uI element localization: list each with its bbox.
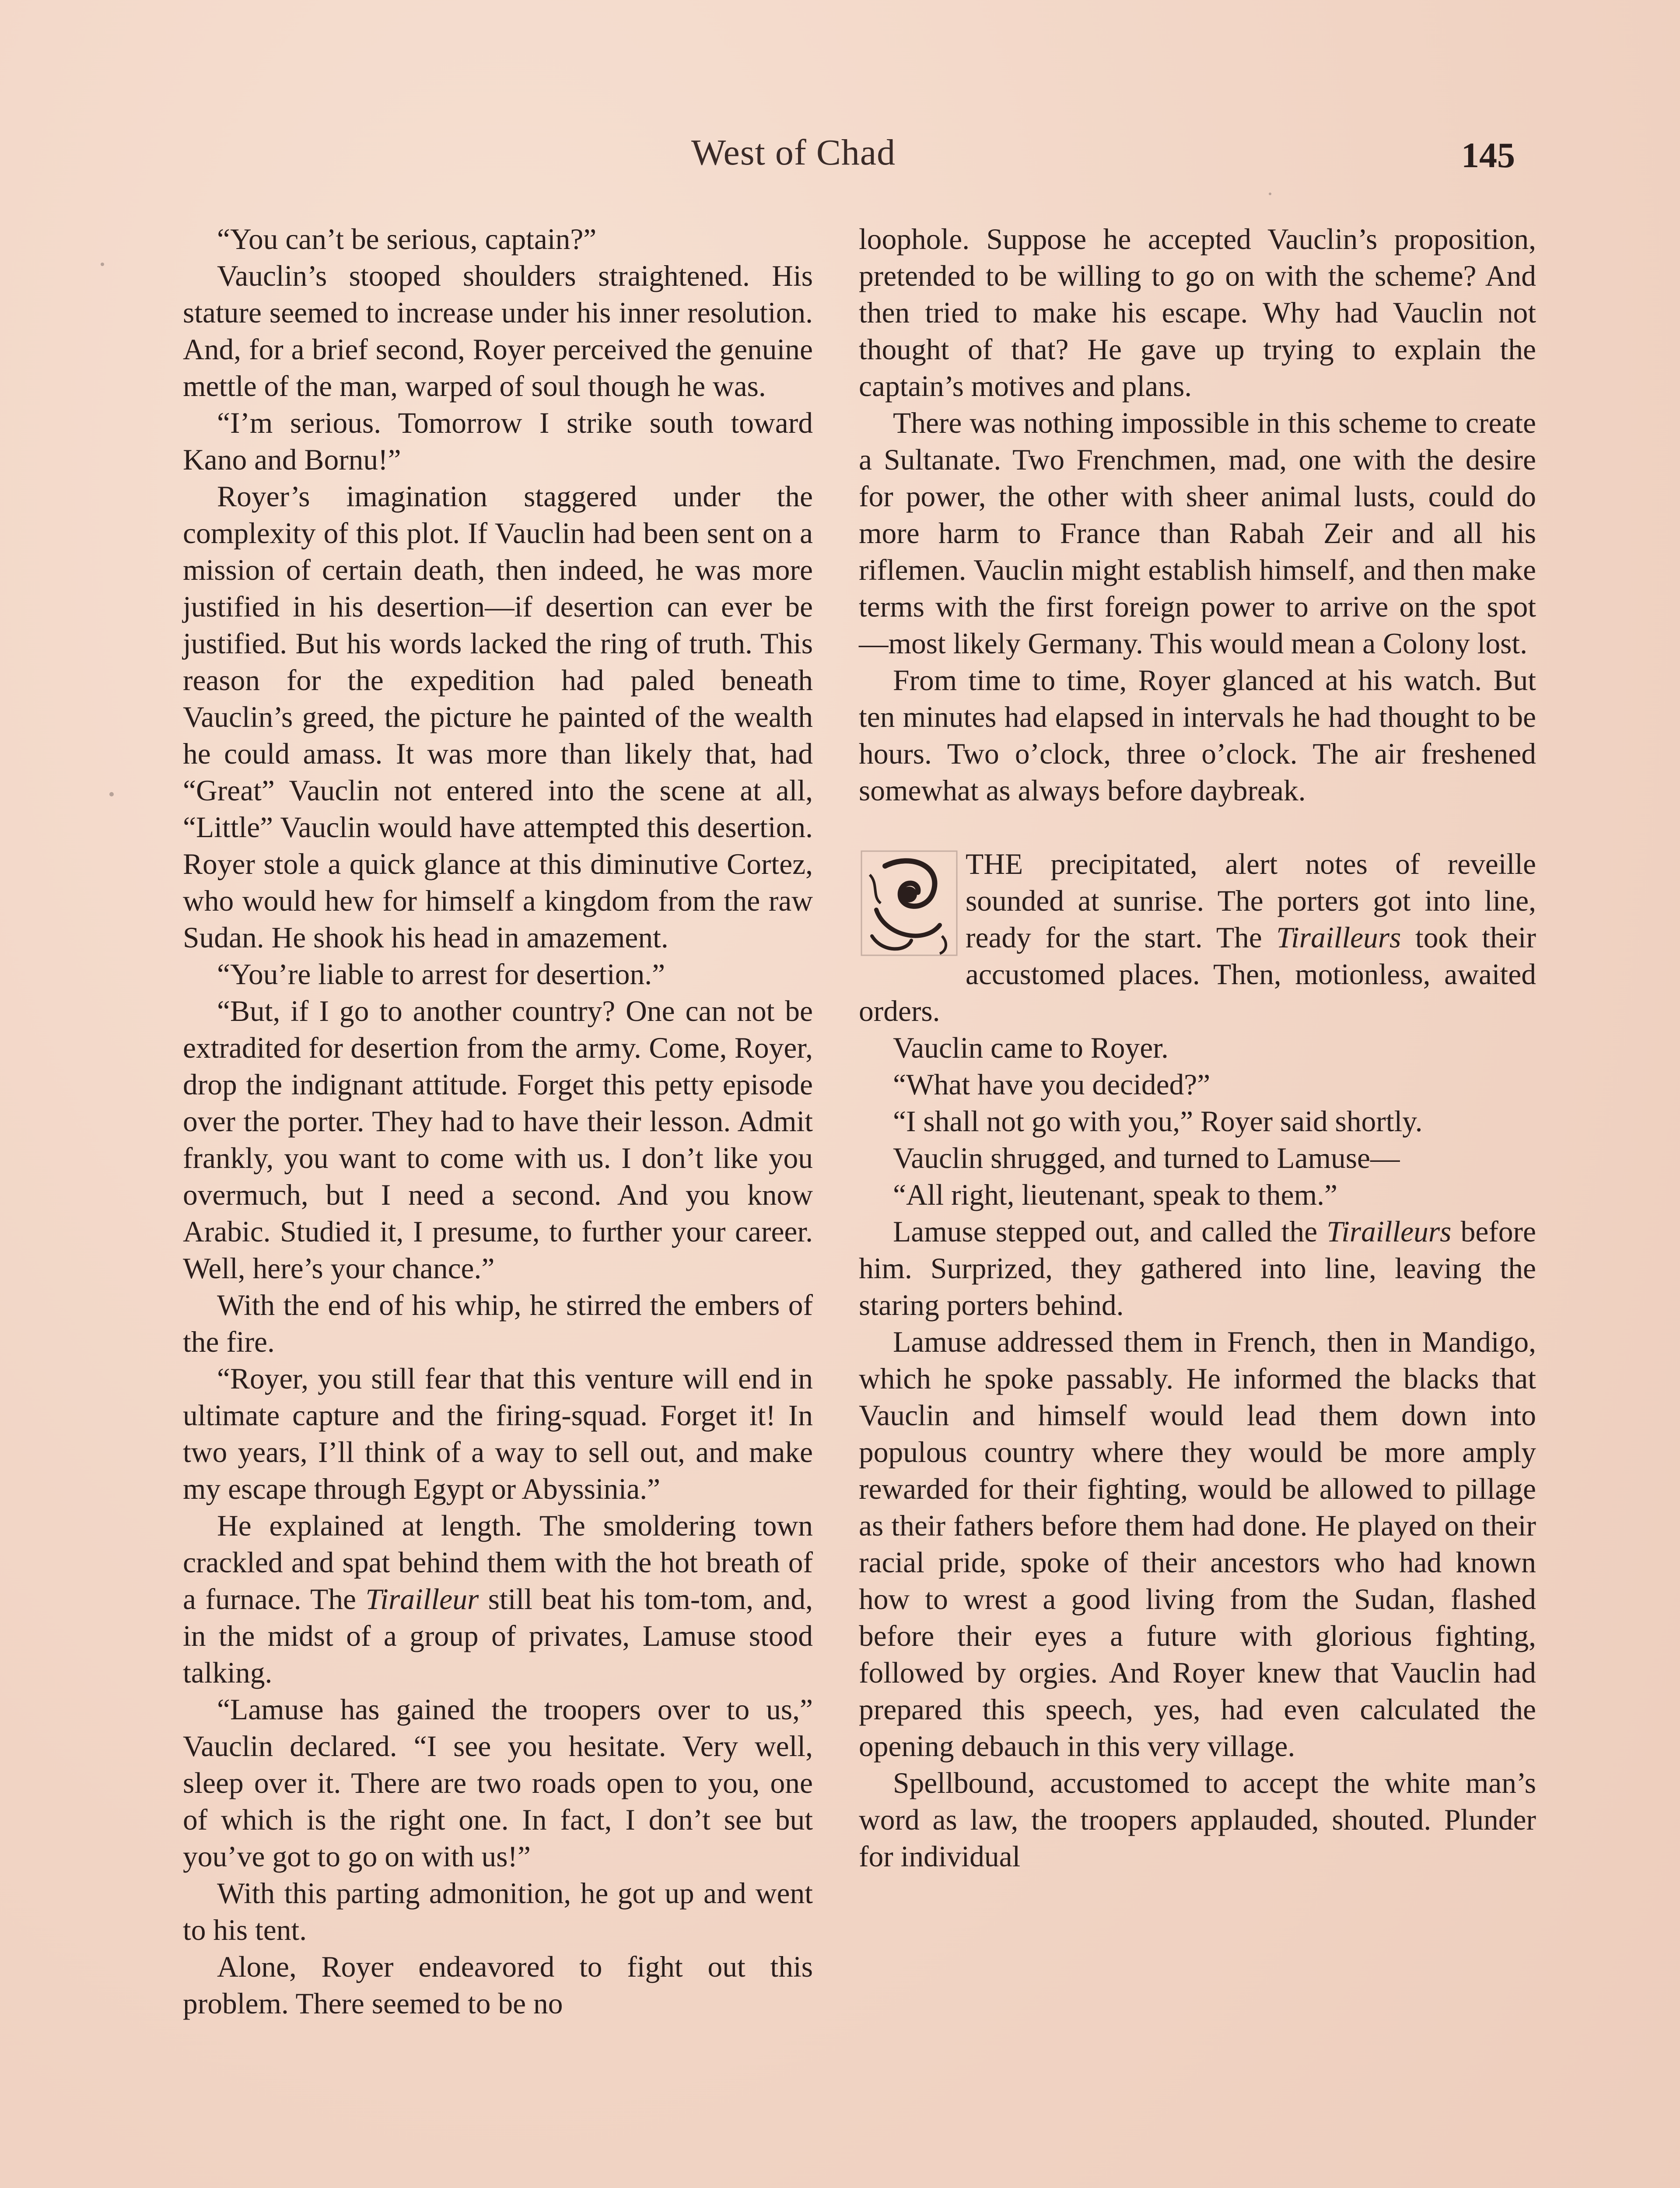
paragraph: loophole. Suppose he accepted Vauclin’s proposition, pretended to be willing to go on with the scheme? And then tried to make his escape. Why had Vauclin not thought of that? He gave up trying to explain the captain’s motives and plans.	[859, 223, 1536, 403]
paragraph: “I shall not go with you,” Royer said shortly.	[893, 1105, 1423, 1138]
text-run: took their accustomed places. Then, motionless, awaited orders.	[859, 921, 1536, 1027]
paragraph: Royer’s imagination staggered under the complexity of this plot. If Vauclin had been sent on a mission of certain death, then indeed, he was more justified in his desertion—if desertion can ever be justified. But his words lacked the ring of truth. This reason for the expedition had paled beneath Vauclin’s greed, the picture he painted of the wealth he could amass. It was more than likely that, had “Great” Vauclin not entered into the scene at all, “Little” Vauclin would have attempted this desertion. Royer stole a quick glance at this diminutive Cortez, who would hew for himself a kingdom from the raw Sudan. He shook his head in amazement.	[183, 480, 813, 954]
text-run: THE precipitated, alert notes of reveille sounded at sunrise. The porters got into line, ready for the start. The	[966, 848, 1536, 954]
text-run: He explained at length. The smoldering town crackled and spat behind them with the hot breath of a furnace. The	[183, 1509, 813, 1616]
paragraph: “Lamuse has gained the troopers over to us,” Vauclin declared. “I see you hesitate. Very well, sleep over it. There are two roads open to you, one of which is the right one. In fact, I don’t see but you’ve got to go on with us!”	[183, 1693, 813, 1873]
paragraph: “But, if I go to another country? One can not be extradited for desertion from the army. Come, Royer, drop the indignant attitude. Forget this petty episode over the porter. They had to have their lesson. Admit frankly, you want to come with us. I don’t like you overmuch, but I need a second. And you know Arabic. Studied it, I presume, to further your career. Well, here’s your chance.”	[183, 995, 813, 1285]
paragraph	[859, 1213, 1536, 1324]
paper-speck	[101, 263, 104, 266]
text-run: Lamuse stepped out, and called the	[893, 1215, 1327, 1248]
italic-term: Tirailleur	[365, 1583, 479, 1616]
right-column-top	[859, 221, 1536, 809]
paragraph: From time to time, Royer glanced at his watch. But ten minutes had elapsed in intervals he had thought to be hours. Two o’clock, three o’clock. The air freshened somewhat as always before daybreak.	[859, 664, 1536, 807]
paper-speck	[1269, 193, 1271, 195]
italic-term: Tirailleurs	[1326, 1215, 1452, 1248]
paragraph: Spellbound, accustomed to accept the white man’s word as law, the troopers applauded, shouted. Plunder for individual	[859, 1767, 1536, 1873]
italic-term: Tirailleurs	[1276, 921, 1401, 954]
paragraph: There was nothing impossible in this scheme to create a Sultanate. Two Frenchmen, mad, one with the desire for power, the other with sheer animal lusts, could do more harm to France than Rabah Zeir and all his riflemen. Vauclin might establish himself, and then make terms with the first foreign power to arrive on the spot —most likely Germany. This would mean a Colony lost.	[859, 407, 1536, 660]
paragraph: “I’m serious. Tomorrow I strike south toward Kano and Bornu!”	[183, 407, 813, 476]
right-column	[859, 221, 1536, 1875]
paragraph	[183, 1508, 813, 1691]
paragraph: “You can’t be serious, captain?”	[217, 223, 597, 256]
paragraph: Lamuse addressed them in French, then in Mandigo, which he spoke passably. He informed the blacks that Vauclin and himself would lead them down into populous country where they would be more amply rewarded for their fighting, would be allowed to pillage as their fathers before them had done. He played on their racial pride, spoke of their ancestors who had known how to wrest a good living from the Sudan, flashed before their eyes a future with glorious fighting, followed by orgies. And Royer knew that Vauclin had prepared this speech, yes, had even calculated the opening debauch in this very village.	[859, 1325, 1536, 1763]
paragraph: Alone, Royer endeavored to fight out this problem. There seemed to be no	[183, 1950, 813, 2020]
paragraph: With the end of his whip, he stirred the embers of the fire.	[183, 1289, 813, 1358]
ornamental-dropcap-icon	[859, 849, 959, 958]
left-column	[183, 221, 813, 2022]
paragraph: Vauclin shrugged, and turned to Lamuse—	[893, 1142, 1400, 1175]
paragraph: With this parting admonition, he got up and went to his tent.	[183, 1877, 813, 1946]
page-number: 145	[1461, 135, 1515, 175]
dropcap-section	[859, 846, 1536, 1030]
text-run: still beat his tom-tom, and, in the midst of a group of privates, Lamuse stood talking.	[183, 1583, 813, 1689]
dropcap-paragraph	[859, 846, 1536, 1030]
paragraph: Vauclin came to Royer.	[893, 1031, 1169, 1064]
text-run: before him. Surprized, they gathered into line, leaving the staring porters behind.	[859, 1215, 1536, 1322]
paragraph: “What have you decided?”	[893, 1068, 1211, 1101]
paragraph: “Royer, you still fear that this venture will end in ultimate capture and the firing-squad. Forget it! In two years, I’ll think of a way to sell out, and make my escape through Egypt or Abyssinia.”	[183, 1362, 813, 1505]
paragraph: “You’re liable to arrest for desertion.”	[217, 958, 665, 991]
section-break	[859, 809, 1536, 846]
paragraph: “All right, lieutenant, speak to them.”	[893, 1178, 1337, 1211]
running-title: West of Chad	[691, 132, 896, 173]
paragraph: Vauclin’s stooped shoulders straightened. His stature seemed to increase under his inner resolution. And, for a brief second, Royer perceived the genuine mettle of the man, warped of soul though he was.	[183, 259, 813, 403]
right-column-bottom	[859, 1030, 1536, 1875]
paper-speck	[109, 792, 114, 796]
